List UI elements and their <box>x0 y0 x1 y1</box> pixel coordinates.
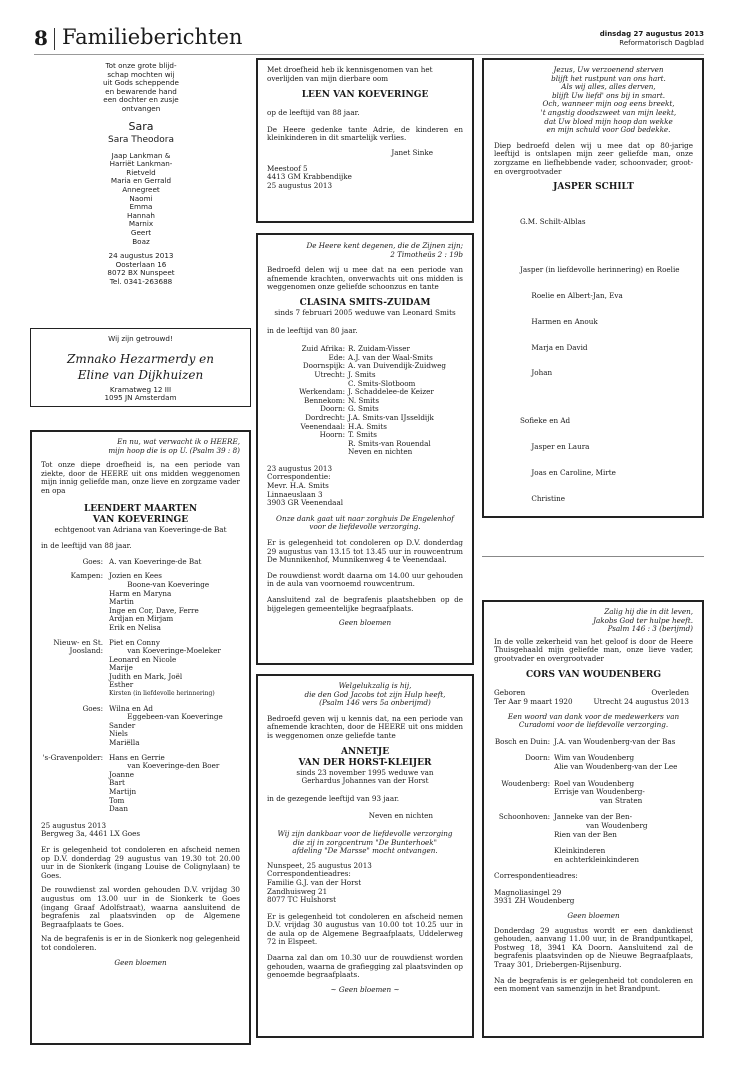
obituary-text: De Heere gedenke tante Adrie, de kinderen en kleinkinderen in dit smartelijk verlies. <box>267 124 463 143</box>
relative-name: Harm en Maryna <box>109 588 172 598</box>
deceased-name <box>41 504 240 526</box>
widow-line-text: sinds 23 november 1995 weduwe van <box>296 767 434 777</box>
address-line: Kramatweg 12 III <box>109 384 172 394</box>
relatives-place: Bosch en Duin: <box>494 736 550 746</box>
family-line: Jaap Lankman & <box>111 150 171 160</box>
header-date-block <box>600 30 704 48</box>
relative-name: en achterkleinkinderen <box>554 854 639 864</box>
relative-name: Jasper (in liefdevolle herinnering) en Roelie <box>520 265 680 275</box>
relative-name: Niels <box>109 729 128 739</box>
relative-name: Martin <box>109 597 134 607</box>
verse-line: Psalm 146 : 3 (berijmd) <box>607 624 693 634</box>
address-line: Zandhuisweg 21 <box>267 886 328 896</box>
relative-name: Johan <box>520 368 553 378</box>
name-line: LEENDERT MAARTEN <box>83 503 198 514</box>
relative-name: Errisje van Woudenberg- <box>554 787 645 797</box>
no-flowers-note: Geen bloemen <box>567 911 620 921</box>
relative-name: Eggebeen-van Koeveringe <box>109 712 223 722</box>
verse-line: (Psalm 146 vers 5a onberijmd) <box>319 698 431 708</box>
relative-name: T. Smits <box>348 430 377 440</box>
relative-name <box>520 244 693 249</box>
relative-name: Jozien en Kees <box>109 571 163 581</box>
deceased-name: LEEN VAN KOEVERINGE <box>301 90 429 101</box>
thanks-line: Onze dank gaat uit naar zorghuis De Engelenhof <box>276 513 454 523</box>
relative-name: Kleinkinderen <box>554 846 606 856</box>
relatives-table <box>494 738 693 865</box>
obituary-annetje <box>256 674 474 1038</box>
baby-name: Sara <box>128 119 154 133</box>
address-line: 25 augustus 2013 <box>267 180 333 190</box>
obituary-intro: Bedroefd geven wij u kennis dat, na een periode van afnemende krachten, door de HEERE uit ons midden is weggenomen onze geliefde tante <box>267 713 463 740</box>
relatives-place: Veenendaal: <box>300 421 345 431</box>
relative-name: J. Smits <box>348 369 376 379</box>
relative-name: Martijn <box>109 787 137 796</box>
family-line: Maria en Gerrald <box>110 176 172 186</box>
birth-intro-line: schap mochten wij <box>107 69 175 79</box>
relative-name: van Woudenberg <box>554 820 648 830</box>
psalm-verse <box>494 608 693 634</box>
thanks-line: afdeling "De Marsse" mocht ontvangen. <box>292 846 438 856</box>
verse-line: En nu, wat verwacht ik o HEERE, <box>117 437 240 446</box>
thanks-line: voor de liefdevolle verzorging. <box>309 522 421 532</box>
thanks-line: Curadomi voor de liefdevolle verzorging. <box>518 720 669 730</box>
obituary-leendert <box>30 430 251 1045</box>
relative-name: H.A. Smits <box>348 421 387 431</box>
wedding-intro: Wij zijn getrouwd! <box>108 334 173 343</box>
thanks-note <box>494 713 693 730</box>
relative-name: Judith en Mark, Joël <box>109 671 183 681</box>
relative-name: G. Smits <box>348 404 379 414</box>
relative-name: Janneke van der Ben- <box>554 812 632 822</box>
relative-name: R. Smits-van Rouendal <box>348 438 431 448</box>
wedding-address <box>31 386 250 403</box>
bible-verse <box>41 438 240 455</box>
no-flowers-note: Geen bloemen <box>114 957 167 967</box>
family-line: Annegreet <box>122 184 160 194</box>
obituary-intro: Bedroefd delen wij u mee dat na een periode van afnemende krachten, onverwachts uit ons midden is weggenomen onze geliefde schoonzus en tante <box>267 265 463 292</box>
signer: Janet Sinke <box>391 147 433 157</box>
condolence-text: Na de begrafenis is er gelegenheid tot condoleren en een moment van samenzijn in het Brandpunt. <box>494 975 693 994</box>
after-funeral-text: Na de begrafenis is er in de Sionkerk nog gelegenheid tot condoleren. <box>41 934 240 952</box>
family-line: Emma <box>129 202 153 212</box>
condolence-text: Er is gelegenheid tot condoleren en afscheid nemen op D.V. donderdag 29 augustus van 19.30 tot 20.00 uur in de Sionkerk (ingang Louise de Colignylaan) te Goes. <box>41 844 240 880</box>
relatives-row <box>41 639 240 699</box>
verse-line: Zalig hij die in dit leven, <box>604 607 693 616</box>
died-label: Overleden <box>651 687 689 697</box>
deceased-name: CORS VAN WOUDENBERG <box>525 669 662 680</box>
relatives-names <box>109 754 240 814</box>
relative-name: Leonard en Nicole <box>109 654 177 664</box>
verse-line: mijn hoop die is op U. (Psalm 39 : 8) <box>108 445 240 455</box>
address-line: Linnaeuslaan 3 <box>267 489 323 499</box>
relative-name: Roelie en Albert-Jan, Eva <box>520 291 623 301</box>
service-text: Donderdag 29 augustus wordt er een dankdienst gehouden, aanvang 11.00 uur, in de Brandpuntkapel, Postweg 18, 3941 KA Doorn. Aansluitend zal de begrafenis plaatsvinden op de Nieuwe Begraafplaats, Traay 301, Driebergen-Rijsenburg. <box>494 925 693 970</box>
obituary-address <box>267 165 463 191</box>
relative-name: Boone-van Koeveringe <box>109 579 210 589</box>
relative-name: N. Smits <box>348 395 380 405</box>
relatives-names <box>554 813 693 839</box>
section-title: Familieberichten <box>62 25 243 49</box>
relative-name: Rien van der Ben <box>554 829 617 839</box>
relative-name: Kirsten (in liefdevolle herinnering) <box>109 690 215 698</box>
relatives-place: Doornspijk: <box>302 361 345 371</box>
paper-name: Reformatorisch Dagblad <box>619 39 704 47</box>
relatives-row <box>494 780 693 806</box>
funeral-text: De rouwdienst wordt daarna om 14.00 uur gehouden in de aula van voornoemd rouwcentrum. <box>267 570 463 589</box>
family-line: Geert <box>130 227 152 237</box>
relative-name: Marja en David <box>520 342 588 352</box>
relatives-list <box>494 201 693 518</box>
relatives-names <box>554 780 693 806</box>
birth-intro-line: uit Gods scheppende <box>103 78 179 88</box>
relative-name: van Straten <box>554 795 643 805</box>
obituary-address <box>267 862 463 905</box>
no-flowers-note: Geen bloemen <box>338 618 392 628</box>
family-line: Hannah <box>127 210 155 220</box>
deceased-name <box>267 747 463 769</box>
relatives-table <box>267 345 463 457</box>
address-line: Correspondentie: <box>267 472 331 482</box>
verse-line: dat Uw bloed mijn hoop dan wekke <box>544 116 673 126</box>
address-line: Mevr. H.A. Smits <box>267 481 329 491</box>
relative-name: R. Zuidam-Visser <box>348 344 410 354</box>
family-line: Boaz <box>132 236 150 246</box>
relatives-names <box>348 371 463 388</box>
relative-name: Ardjan en Mirjam <box>109 614 174 624</box>
relatives-place: Woudenberg: <box>501 778 550 788</box>
obituary-address <box>41 822 240 839</box>
relatives-names <box>109 572 240 632</box>
verse-line: blijft Uw liefd' ons bij in smart. <box>551 90 666 100</box>
relative-name: A. van Koeveringe-de Bat <box>109 556 202 566</box>
relatives-row <box>494 754 693 771</box>
obituary-address <box>267 465 463 508</box>
family-line: Rietveld <box>126 167 156 177</box>
family-line: Marnix <box>128 219 154 229</box>
relative-name: Joanne <box>109 769 135 779</box>
relative-name: Erik en Nelisa <box>109 622 161 632</box>
address-line: Meestoof 5 <box>267 163 308 173</box>
relatives-row <box>494 847 693 864</box>
relative-name: Jasper en Laura <box>520 442 590 452</box>
page-number: 8 <box>34 26 48 50</box>
address-line: Familie G.J. van der Horst <box>267 877 362 887</box>
verse-line: 2 Timotheüs 2 : 19b <box>390 249 463 259</box>
relatives-row <box>267 371 463 388</box>
relatives-place: Doorn: <box>525 753 550 763</box>
address-line: 3903 GR Veenendaal <box>267 498 344 508</box>
birth-intro-line: Tot onze grote blijd- <box>105 61 177 70</box>
relative-name: Wim van Woudenberg <box>554 753 635 763</box>
birth-intro-line: een dochter en zusje <box>103 95 179 105</box>
relatives-row <box>41 572 240 632</box>
birth-address <box>87 252 195 286</box>
relative-name: Wilna en Ad <box>109 703 154 713</box>
deceased-name: JASPER SCHILT <box>553 182 634 193</box>
relatives-place: Utrecht: <box>314 369 345 379</box>
relatives-row <box>41 754 240 814</box>
relatives-place: Hoorn: <box>319 430 345 440</box>
relative-name: Marije <box>109 663 133 673</box>
relatives-line: Neven en nichten <box>368 811 433 821</box>
relative-name: van Koeveringe-den Boer <box>109 761 220 771</box>
verse-line: Och, wanneer mijn oog eens breekt, <box>542 99 675 109</box>
relatives-place: Kampen: <box>70 571 103 581</box>
age-line: in de gezegende leeftijd van 93 jaar. <box>267 793 400 803</box>
wedding-announcement <box>30 328 251 407</box>
bible-verse <box>267 682 463 708</box>
relative-name: Bart <box>109 778 125 788</box>
hymn-verse <box>494 66 693 135</box>
obituary-leen <box>256 58 474 223</box>
thanks-line: Een woord van dank voor de medewerkers van <box>507 711 680 721</box>
wedding-names <box>31 351 250 383</box>
thanks-line: Wij zijn dankbaar voor de liefdevolle verzorging <box>277 828 453 838</box>
relatives-place: Goes: <box>82 556 103 566</box>
page-header <box>34 24 704 55</box>
relatives-names <box>109 705 240 748</box>
address-line: Magnoliasingel 29 <box>494 887 562 897</box>
wedding-name-line: Zmnako Hezarmerdy en <box>66 351 214 366</box>
address-line: Tel. 0341-263688 <box>109 276 173 286</box>
verse-line: Jakobs God ter hulpe heeft. <box>593 615 693 625</box>
relative-name: Daan <box>109 804 128 814</box>
address-line: 3931 ZH Woudenberg <box>494 896 575 906</box>
bible-verse <box>267 242 463 259</box>
issue-date: dinsdag 27 augustus 2013 <box>599 30 704 38</box>
birth-intro-line: ontvangen <box>121 103 161 113</box>
died-text: Utrecht 24 augustus 2013 <box>593 696 689 706</box>
relative-name: Joas en Caroline, Mirte <box>520 467 616 477</box>
relatives-place: Schoonhoven: <box>498 812 550 822</box>
relative-name: Hans en Gerrie <box>109 752 165 762</box>
condolence-text: Er is gelegenheid tot condoleren en afscheid nemen D.V. vrijdag 30 augustus van 10.00 tot 10.25 uur in de aula op de Algemene Begraafplaats, Uddelerweg 72 in Elspeet. <box>267 911 463 947</box>
relatives-place: Dordrecht: <box>305 412 345 422</box>
relatives-place: Nieuw- en St. Joosland: <box>53 637 103 656</box>
relative-name: Sander <box>109 720 136 730</box>
relatives-place: 's-Gravenpolder: <box>42 752 103 762</box>
widow-line <box>267 769 463 786</box>
relative-name <box>520 395 693 400</box>
verse-line: Jezus, Uw verzoenend sterven <box>553 65 664 74</box>
age-line: in de leeftijd van 80 jaar. <box>267 325 358 335</box>
name-line: VAN DER HORST-KLEIJER <box>298 757 432 768</box>
spouse-line: echtgenoot van Adriana van Koeveringe-de Bat <box>54 524 227 534</box>
relative-name: Roel van Woudenberg <box>554 778 635 788</box>
obituary-clasina <box>256 233 474 665</box>
relatives-table <box>41 558 240 814</box>
relative-name: van Koeveringe-Moeleker <box>109 646 221 656</box>
relative-name: G.M. Schilt-Alblas <box>520 217 586 227</box>
relative-name: C. Smits-Slotboom <box>348 378 416 388</box>
relatives-names <box>554 847 693 864</box>
correspondence-address <box>494 872 693 906</box>
thanks-note <box>267 830 463 856</box>
address-line: 1095 JN Amsterdam <box>104 393 177 403</box>
condolence-text: Er is gelegenheid tot condoleren op D.V. donderdag 29 augustus van 13.15 tot 13.45 uur in rouwcentrum De Munnikenhof, Munnikenweg 4 te Veenendaal. <box>267 538 463 565</box>
relatives-row <box>41 705 240 748</box>
age-line: op de leeftijd van 88 jaar. <box>267 108 360 118</box>
relatives-row <box>41 558 240 567</box>
address-line: 25 augustus 2013 <box>41 820 107 830</box>
relatives-place: Werkendam: <box>299 387 345 397</box>
address-line: 24 augustus 2013 <box>108 251 174 261</box>
relative-name: J.A. van Woudenberg-van der Bas <box>554 736 676 746</box>
wedding-name-line: Eline van Dijkhuizen <box>77 367 204 382</box>
relatives-place: Goes: <box>82 703 103 713</box>
born-label: Geboren <box>494 687 526 697</box>
obituary-cors <box>482 600 704 1038</box>
relatives-row <box>494 738 693 747</box>
relative-name: A.J. van der Waal-Smits <box>348 352 433 362</box>
birth-intro-line: en bewarende hand <box>105 86 177 96</box>
name-line: ANNETJE <box>340 746 390 757</box>
address-line: Bergweg 3a, 4461 LX Goes <box>41 829 141 839</box>
address-line: 8072 BX Nunspeet <box>107 268 175 278</box>
birth-intro <box>87 62 195 114</box>
obituary-intro: Met droefheid heb ik kennisgenomen van het overlijden van mijn dierbare oom <box>267 65 433 83</box>
relative-name: J.A. Smits-van IJsseldijk <box>348 412 434 422</box>
address-line: 23 augustus 2013 <box>267 463 333 473</box>
thanks-line: die zij in zorgcentrum "De Bunterhoek" <box>293 837 437 847</box>
address-line: Correspondentieadres: <box>494 871 578 881</box>
birth-death-block <box>494 689 693 707</box>
header-divider <box>54 28 55 50</box>
birth-family <box>87 152 195 247</box>
deceased-name: CLASINA SMITS-ZUIDAM <box>299 297 431 308</box>
address-line: 8077 TC Hulshorst <box>267 895 337 905</box>
relatives-row <box>267 431 463 457</box>
address-line: Nunspeet, 25 augustus 2013 <box>267 860 372 870</box>
relatives-row <box>494 813 693 839</box>
relatives-place: Zuid Afrika: <box>301 344 345 354</box>
relatives-place: Bennekom: <box>304 395 345 405</box>
obituary-intro: Tot onze diepe droefheid is, na een periode van ziekte, door de HEERE uit ons midden weggenomen mijn innig geliefde man, onze lieve en zorgzame vader en opa <box>41 460 240 495</box>
obituary-intro: In de volle zekerheid van het geloof is door de Heere Thuisgehaald mijn geliefde man, onze lieve vader, grootvader en overgrootvader <box>494 636 693 663</box>
column-separator <box>482 556 704 557</box>
relative-name: Esther <box>109 680 134 690</box>
relative-name: Tom <box>109 795 125 805</box>
relatives-place <box>494 847 554 864</box>
birth-announcement <box>87 58 195 298</box>
widow-line-text: Gerhardus Johannes van der Horst <box>301 776 429 786</box>
relative-name: Christine <box>520 493 566 503</box>
relative-name: Alie van Woudenberg-van der Lee <box>554 761 678 771</box>
relatives-names <box>109 639 240 699</box>
thanks-note <box>267 515 463 532</box>
relative-name: Harmen en Anouk <box>520 316 598 326</box>
baby-full-name: Sara Theodora <box>108 134 174 145</box>
address-line: 4413 GM Krabbendijke <box>267 172 352 182</box>
relatives-names <box>554 754 693 771</box>
verse-line: en mijn schuld voor God bedekke. <box>546 125 671 135</box>
relative-name: Neven en nichten <box>348 447 413 457</box>
verse-line: die den God Jacobs tot zijn Hulp heeft, <box>304 689 446 699</box>
relative-name: J. Schaddelee-de Keizer <box>348 387 434 397</box>
relatives-place: Ede: <box>328 352 345 362</box>
relatives-names <box>348 431 463 457</box>
address-line: Correspondentieadres: <box>267 869 351 879</box>
verse-line: De Heere kent degenen, die de Zijnen zijn; <box>306 241 463 250</box>
funeral-text: De rouwdienst zal worden gehouden D.V. vrijdag 30 augustus om 13.00 uur in de Sionkerk te Goes (ingang Graaf Adolfstraat), waarna aansluitend de begrafenis zal plaatsvinden op de Algemene Begraafplaats te Goes. <box>41 885 240 929</box>
verse-line: Als wij alles, alles derven, <box>561 82 656 92</box>
obituary-intro: Diep bedroefd delen wij u mee dat op 80-jarige leeftijd is ontslapen mijn zeer geliefde man, onze zorgzame en liefhebbende vader, schoonvader, groot- en overgrootvader <box>494 140 693 176</box>
verse-line: 't angstig doodszweet van mijn leekt, <box>540 107 677 117</box>
family-line: Naomi <box>129 193 153 203</box>
age-line: in de leeftijd van 88 jaar. <box>41 541 132 551</box>
relative-name: Piet en Conny <box>109 637 160 647</box>
obituary-jasper <box>482 58 704 518</box>
no-flowers-note: ~ Geen bloemen ~ <box>330 984 400 994</box>
name-line: VAN KOEVERINGE <box>92 514 189 525</box>
relative-name: Mariëlla <box>109 738 140 748</box>
burial-text: Aansluitend zal de begrafenis plaatshebben op de bijgelegen gemeentelijke begraafplaats. <box>267 595 463 613</box>
verse-line: Welgelukzalig is hij, <box>338 681 412 690</box>
address-line: Oosterlaan 16 <box>115 259 167 269</box>
relatives-names <box>554 738 693 747</box>
family-line: Harriët Lankman- <box>109 159 173 169</box>
widow-line: sinds 7 februari 2005 weduwe van Leonard Smits <box>274 307 456 317</box>
relatives-names <box>109 558 240 567</box>
born-text: Ter Aar 9 maart 1920 <box>494 696 573 706</box>
relative-name: Sofieke en Ad <box>520 416 571 426</box>
relative-name: A. van Duivendijk-Zuidweg <box>348 361 446 371</box>
funeral-text: Daarna zal dan om 10.30 uur de rouwdienst worden gehouden, waarna de grafiegging zal plaatsvinden op genoemde begraafplaats. <box>267 953 463 980</box>
verse-line: blijft het rustpunt van ons hart. <box>551 73 666 83</box>
relative-name: Inge en Cor, Dave, Ferre <box>109 605 199 615</box>
relatives-place: Doorn: <box>320 404 345 414</box>
